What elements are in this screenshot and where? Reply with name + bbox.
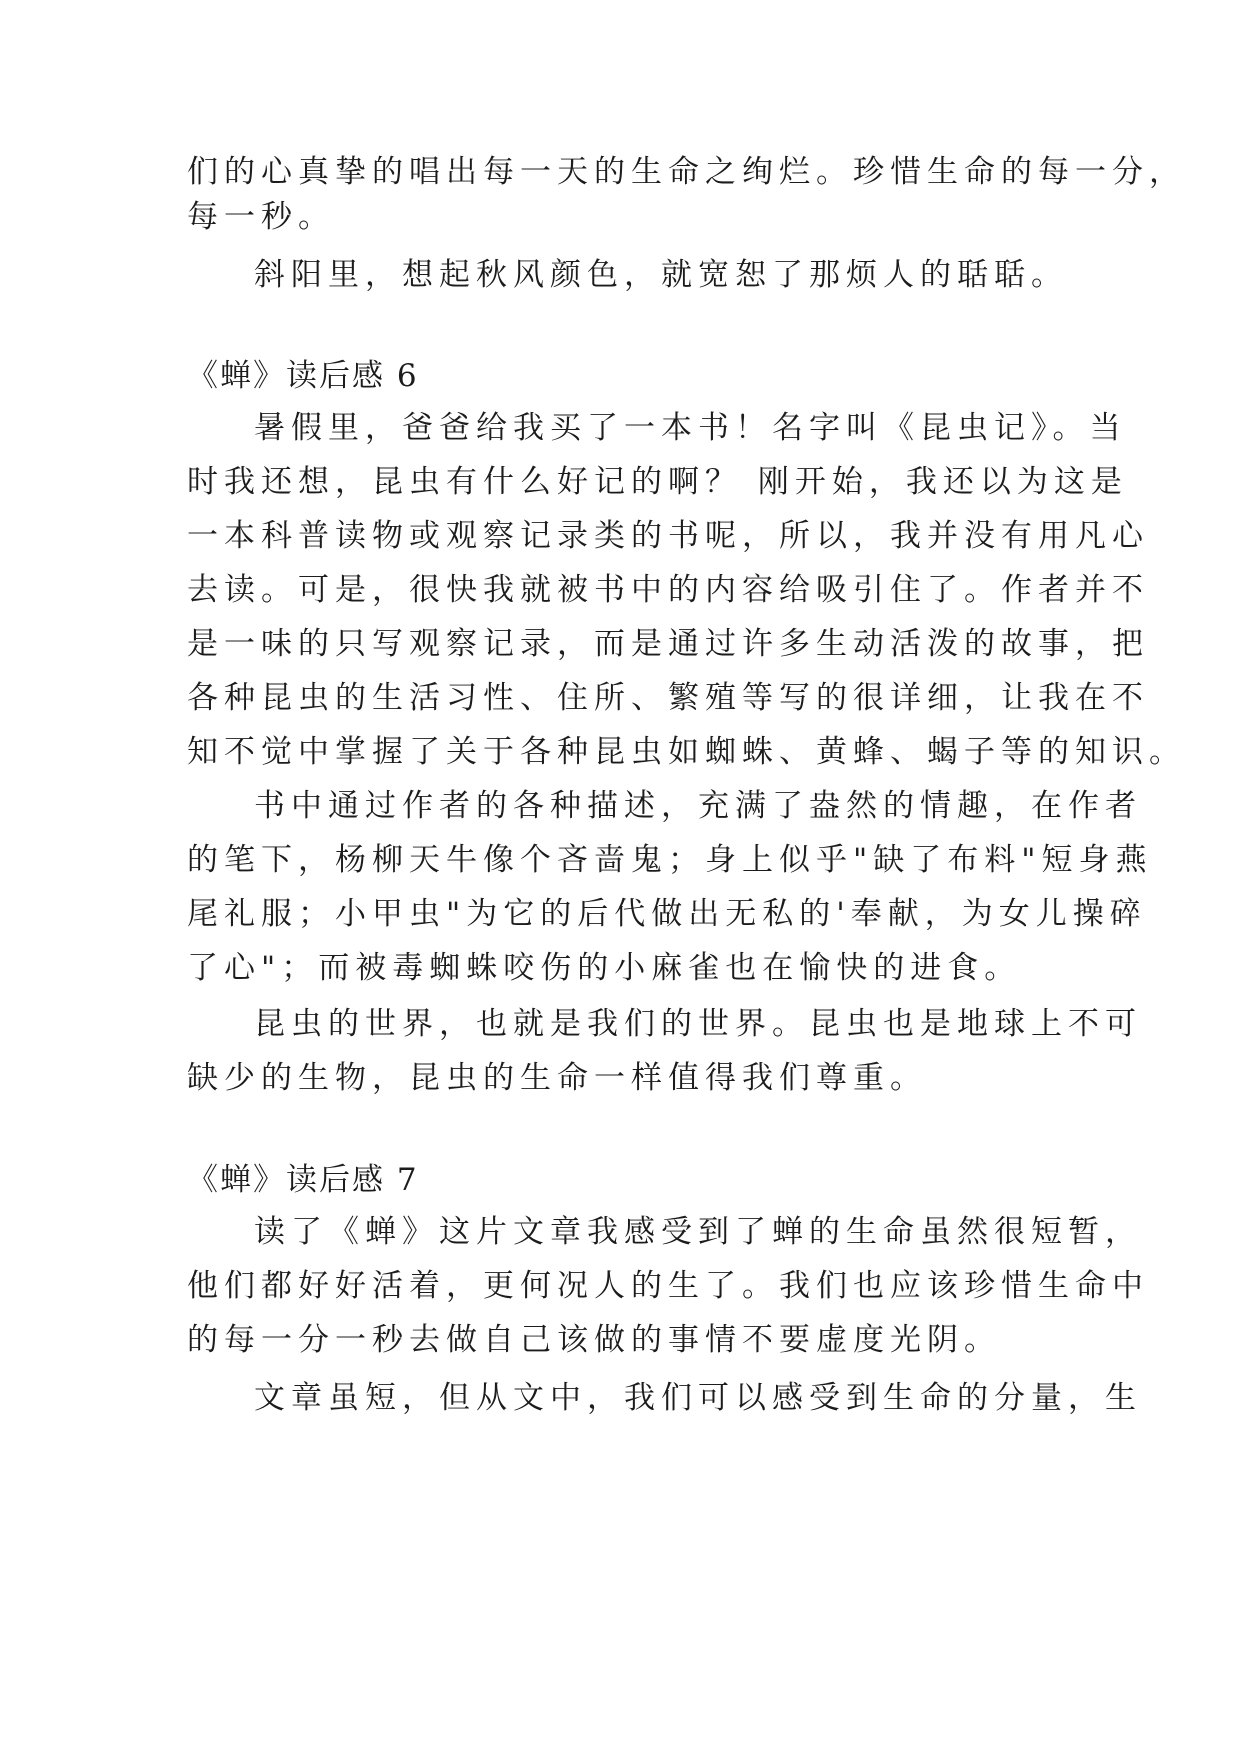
intro-paragraph-1-line-2: 每一秒。 bbox=[187, 199, 335, 235]
section-6-heading: 《蝉》读后感 6 bbox=[187, 358, 419, 394]
section-7-paragraph-1-line-2: 他们都好好活着，更何况人的生了。我们也应该珍惜生命中 bbox=[187, 1268, 1149, 1304]
section-6-paragraph-1-line-6: 各种昆虫的生活习性、住所、繁殖等写的很详细，让我在不 bbox=[187, 680, 1149, 716]
section-6-paragraph-2-line-4: 了心"；而被毒蜘蛛咬伤的小麻雀也在愉快的进食。 bbox=[187, 950, 1022, 986]
section-6-paragraph-3-line-1: 昆虫的世界，也就是我们的世界。昆虫也是地球上不可 bbox=[254, 1006, 1142, 1042]
section-6-paragraph-2-line-3: 尾礼服；小甲虫"为它的后代做出无私的'奉献，为女儿操碎 bbox=[187, 896, 1147, 932]
section-7-heading: 《蝉》读后感 7 bbox=[187, 1162, 419, 1198]
section-6-paragraph-3-line-2: 缺少的生物，昆虫的生命一样值得我们尊重。 bbox=[187, 1060, 927, 1096]
section-6-paragraph-1-line-3: 一本科普读物或观察记录类的书呢，所以，我并没有用凡心 bbox=[187, 518, 1149, 554]
intro-paragraph-2-line-1: 斜阳里，想起秋风颜色，就宽恕了那烦人的聒聒。 bbox=[254, 257, 1068, 293]
section-6-paragraph-1-line-5: 是一味的只写观察记录，而是通过许多生动活泼的故事，把 bbox=[187, 626, 1149, 662]
section-7-paragraph-1-line-3: 的每一分一秒去做自己该做的事情不要虚度光阴。 bbox=[187, 1322, 1001, 1358]
section-7-paragraph-2-line-1: 文章虽短，但从文中，我们可以感受到生命的分量，生 bbox=[254, 1380, 1142, 1416]
section-6-paragraph-1-line-4: 去读。可是，很快我就被书中的内容给吸引住了。作者并不 bbox=[187, 572, 1149, 608]
section-7-paragraph-1-line-1: 读了《蝉》这片文章我感受到了蝉的生命虽然很短暂， bbox=[254, 1214, 1142, 1250]
section-6-paragraph-2-line-1: 书中通过作者的各种描述，充满了盎然的情趣，在作者 bbox=[254, 788, 1142, 824]
intro-paragraph-1-line-1: 们的心真挚的唱出每一天的生命之绚烂。珍惜生命的每一分， bbox=[187, 154, 1186, 190]
section-6-paragraph-1-line-1: 暑假里，爸爸给我买了一本书！名字叫《昆虫记》。当 bbox=[254, 410, 1127, 446]
section-6-paragraph-1-line-2: 时我还想，昆虫有什么好记的啊？ 刚开始，我还以为这是 bbox=[187, 464, 1128, 500]
section-6-paragraph-2-line-2: 的笔下，杨柳天牛像个吝啬鬼；身上似乎"缺了布料"短身燕 bbox=[187, 842, 1153, 878]
section-6-paragraph-1-line-7: 知不觉中掌握了关于各种昆虫如蜘蛛、黄蜂、蝎子等的知识。 bbox=[187, 734, 1186, 770]
